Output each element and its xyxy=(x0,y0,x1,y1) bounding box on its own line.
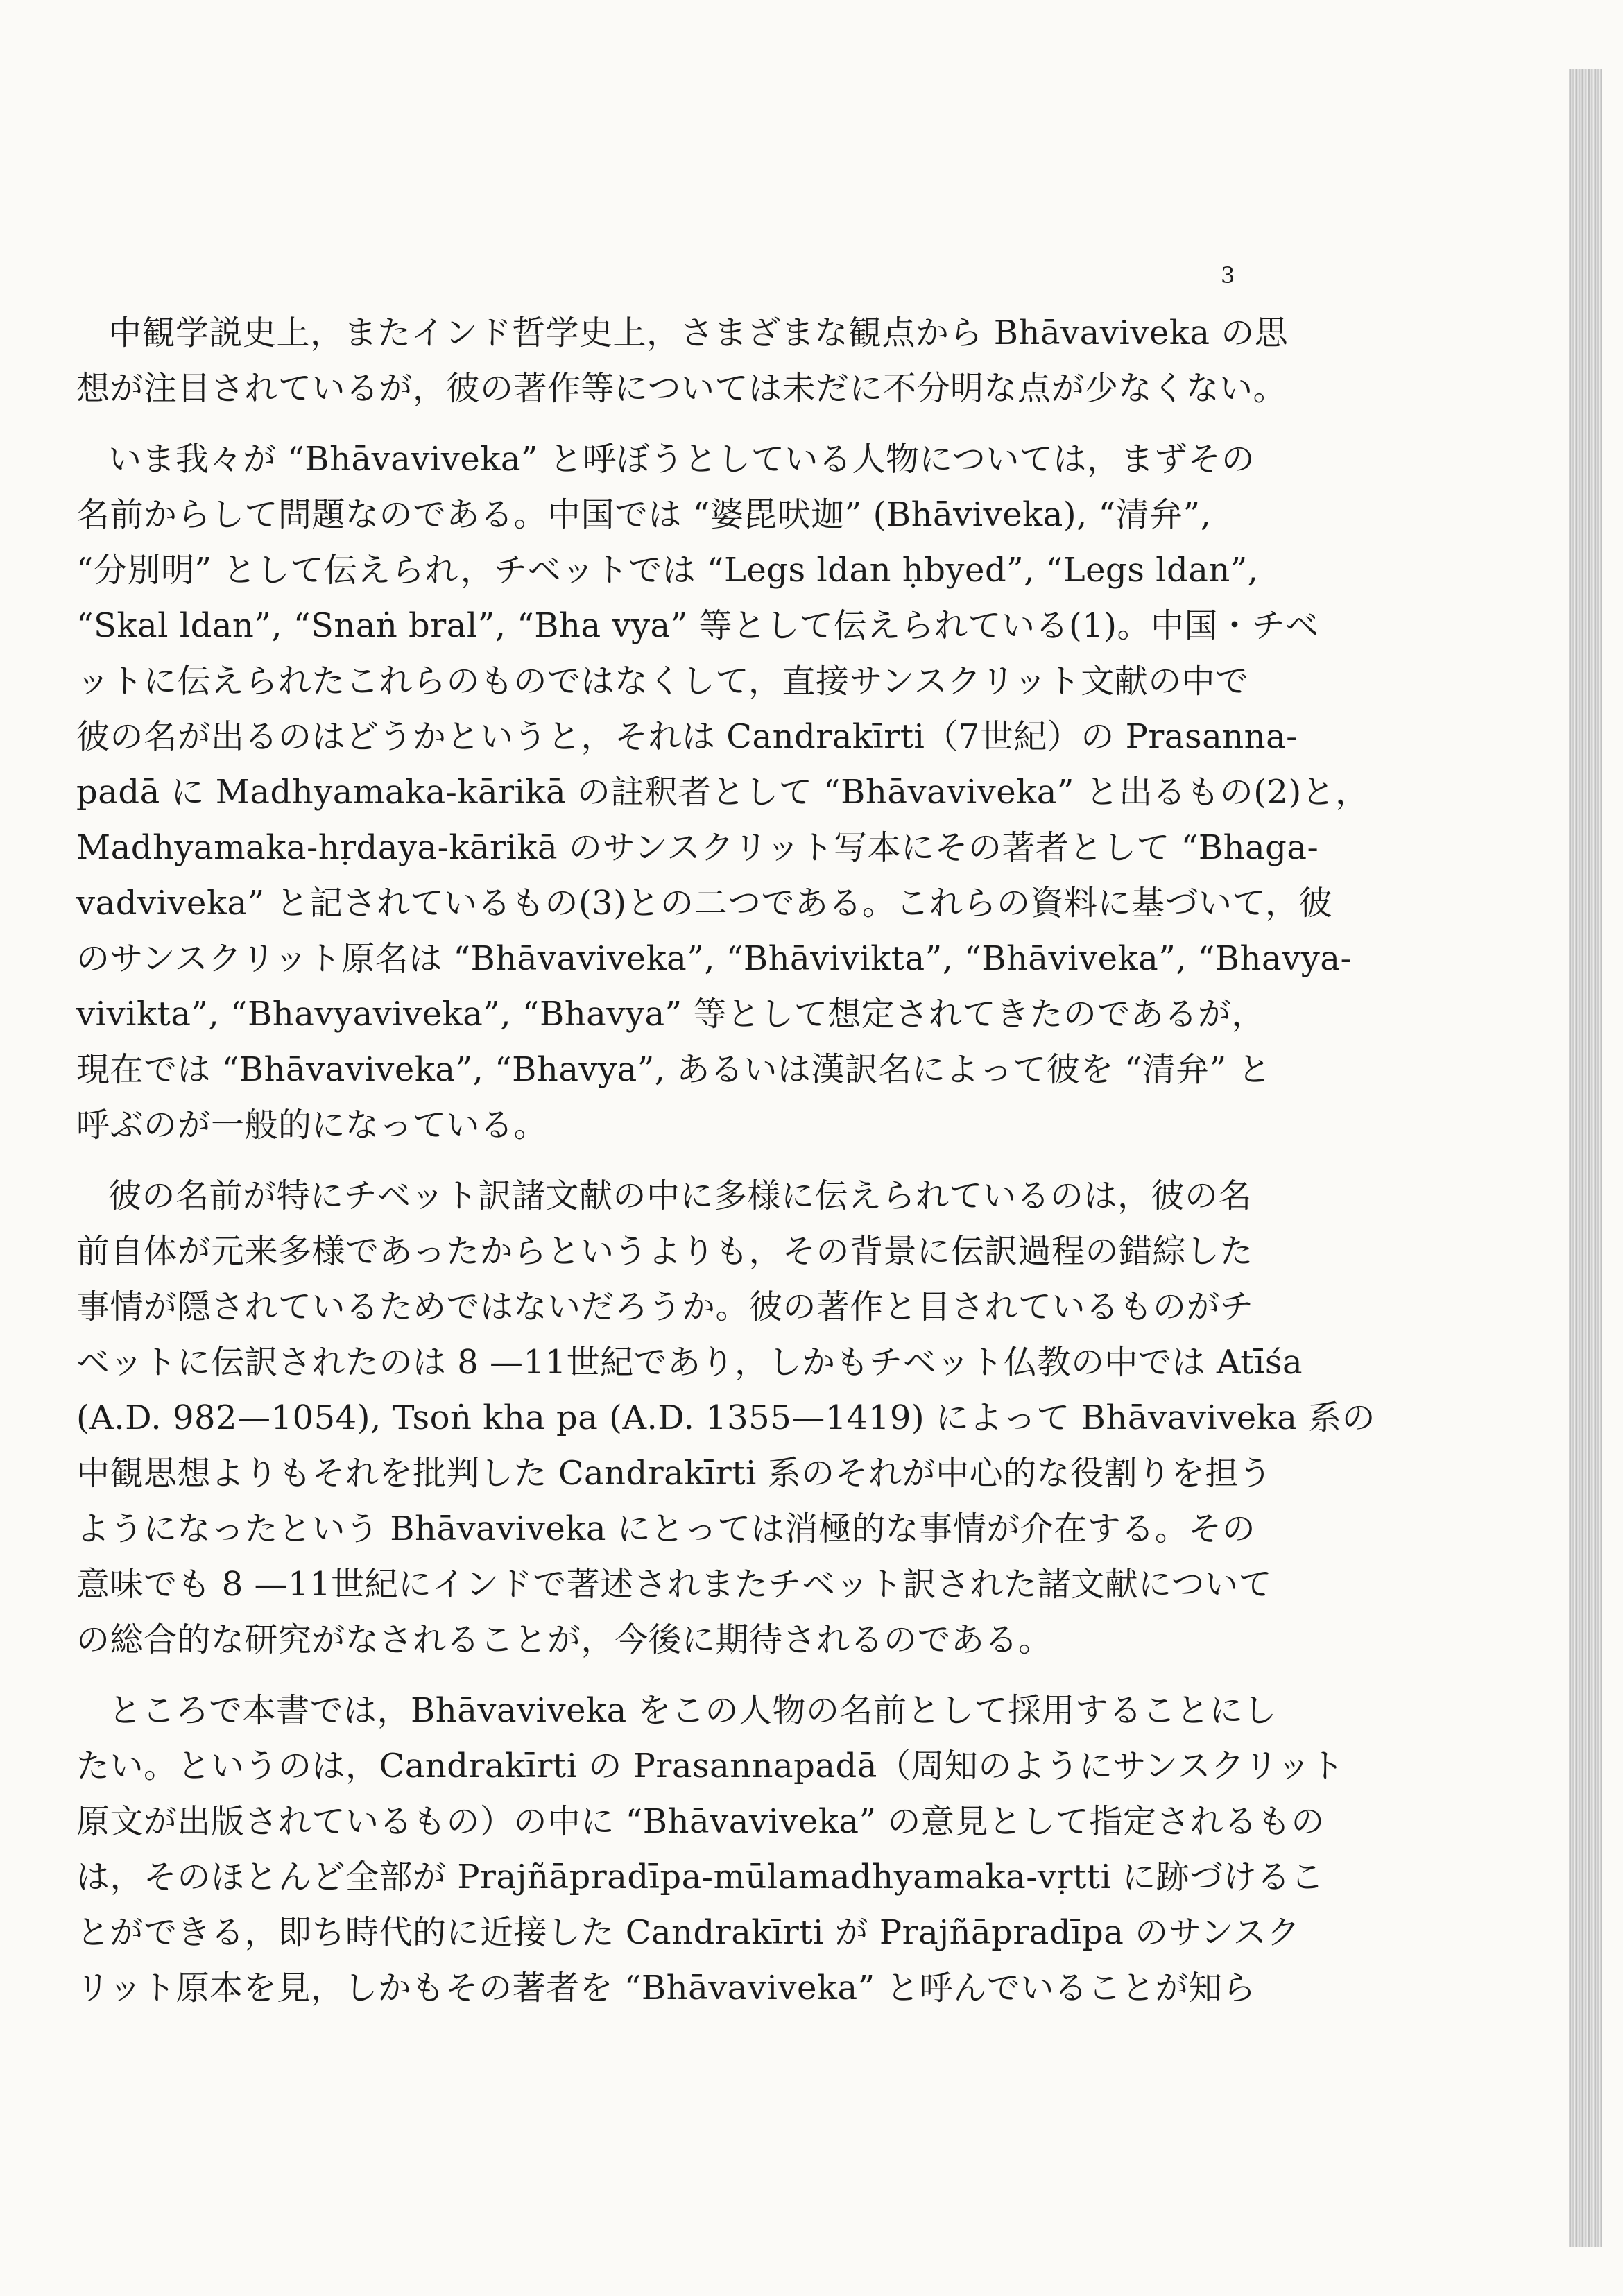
text-line: の総合的な研究がなされることが，今後に期待されるのである。 xyxy=(76,1620,1052,1659)
text-line: 現在では “Bhāvaviveka”, “Bhavya”, あるいは漢訳名によって彼を “清弁” と xyxy=(76,1050,1271,1089)
text-line: 彼の名前が特にチベット訳諸文献の中に多様に伝えられているのは，彼の名 xyxy=(108,1176,1253,1215)
text-line: は，そのほとんど全部が Prajñāpradīpa-mūlamadhyamaka-vṛtti に跡づけるこ xyxy=(76,1858,1325,1896)
text-line: ットに伝えられたこれらのものではなくして，直接サンスクリット文献の中で xyxy=(76,662,1249,701)
text-line: 中観学説史上，またインド哲学史上，さまざまな観点から Bhāvaviveka の思 xyxy=(108,314,1289,352)
text-line: (A.D. 982—1054), Tsoṅ kha pa (A.D. 1355—1419) によって Bhāvaviveka 系の xyxy=(76,1398,1376,1437)
text-line: vivikta”, “Bhavyaviveka”, “Bhavya” 等として想定されてきたのであるが， xyxy=(76,995,1265,1034)
text-line: ようになったという Bhāvaviveka にとっては消極的な事情が介在する。その xyxy=(76,1509,1256,1548)
text-line: 中観思想よりもそれを批判した Candrakīrti 系のそれが中心的な役割りを担う xyxy=(76,1454,1273,1493)
text-line: とができる，即ち時代的に近接した Candrakīrti が Prajñāpradīpa のサンスク xyxy=(76,1913,1300,1952)
paragraph-4 xyxy=(76,1683,1345,2016)
text-line: のサンスクリット原名は “Bhāvaviveka”, “Bhāviviktа”, “Bhāviveka”, “Bhavya- xyxy=(76,939,1352,978)
page-number: 3 xyxy=(1221,262,1235,289)
text-line: Madhyamaka-hṛdaya-kārikā のサンスクリット写本にその著者として “Bhaga- xyxy=(76,828,1319,867)
text-line: ところで本書では，Bhāvaviveka をこの人物の名前として採用することにし xyxy=(108,1691,1278,1730)
text-line: 名前からして問題なのである。中国では “婆毘吠迦” (Bhāviveka), “清弁”, xyxy=(76,495,1212,534)
paragraph-3 xyxy=(76,1168,1376,1668)
text-line: ベットに伝訳されたのは 8 —11世紀であり，しかもチベット仏教の中では Atīśa xyxy=(76,1343,1303,1382)
text-line: padā に Madhyamaka-kārikā の註釈者として “Bhāvaviveka” と出るもの(2)と， xyxy=(76,773,1369,812)
text-line: 意味でも 8 —11世紀にインドで著述されまたチベット訳された諸文献について xyxy=(76,1565,1273,1604)
text-line: 想が注目されているが，彼の著作等については未だに不分明な点が少なくない。 xyxy=(76,369,1287,408)
binding-edge xyxy=(1569,69,1602,2247)
text-line: たい。というのは，Candrakīrti の Prasannapadā（周知のようにサンスクリット xyxy=(76,1747,1345,1785)
text-line: 原文が出版されているもの）の中に “Bhāvaviveka” の意見として指定されるもの xyxy=(76,1802,1325,1841)
text-line: vadviveka” と記されているもの(3)との二つである。これらの資料に基づいて，彼 xyxy=(76,884,1332,923)
text-line: “分別明” として伝えられ，チベットでは “Legs ldan ḥbyed”, “Legs ldan”, xyxy=(76,551,1259,590)
paragraph-2 xyxy=(76,431,1369,1153)
text-line: いま我々が “Bhāvaviveka” と呼ぼうとしている人物については，まずその xyxy=(108,440,1255,479)
text-line: リット原本を見，しかもその著者を “Bhāvaviveka” と呼んでいることが知ら xyxy=(76,1969,1256,2007)
text-line: 呼ぶのが一般的になっている。 xyxy=(76,1106,548,1145)
text-line: 事情が隠されているためではないだろうか。彼の著作と目されているものがチ xyxy=(76,1287,1254,1326)
body-text xyxy=(76,305,1376,2031)
text-line: 彼の名が出るのはどうかというと，それは Candrakīrti（7世紀）の Prasanna- xyxy=(76,717,1298,756)
text-line: “Skal ldan”, “Snaṅ bral”, “Bha vya” 等として伝えられている(1)。中国・チベ xyxy=(76,606,1319,645)
text-line: 前自体が元来多様であったからというよりも，その背景に伝訳過程の錯綜した xyxy=(76,1232,1254,1271)
paragraph-1 xyxy=(76,305,1311,416)
